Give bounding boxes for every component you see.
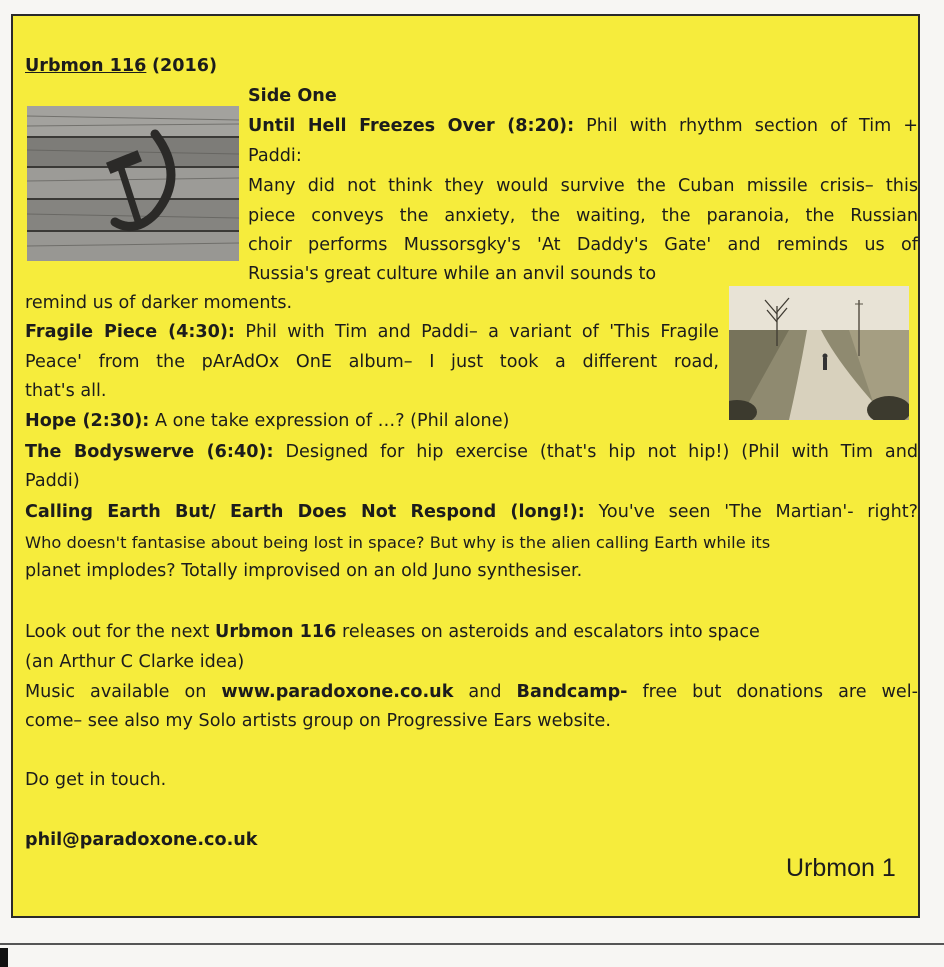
country-road-image: [729, 286, 909, 420]
next-release-name: Urbmon 116: [215, 622, 337, 642]
track-1-line-6: Russia's great culture while an anvil sounds to: [248, 264, 657, 284]
page-corner-mark: [0, 948, 8, 967]
track-5-line-2: Who doesn't fantasise about being lost in space? But why is the alien calling Earth while its: [25, 533, 771, 552]
website-link[interactable]: www.paradoxone.co.uk: [221, 682, 454, 702]
track-1-line-5: choir performs Mussorsgky's 'At Daddy's Gate' and reminds us of: [248, 235, 918, 255]
music-line-1: Music available on www.paradoxone.co.uk and Bandcamp- free but donations are wel-: [25, 682, 918, 702]
album-heading: [25, 52, 217, 82]
liner-notes-panel: [11, 14, 920, 918]
track-1-line-1: Until Hell Freezes Over (8:20): Phil with rhythm section of Tim +: [248, 116, 919, 136]
track-2-line-2: Peace' from the pArAdOx OnE album– I just took a different road,: [25, 352, 719, 372]
album-year: (2016): [151, 56, 218, 76]
music-line-2: come– see also my Solo artists group on Progressive Ears website.: [25, 711, 611, 731]
track-1-line-3: Many did not think they would survive the Cuban missile crisis– this: [248, 176, 918, 196]
next-release-note: (an Arthur C Clarke idea): [25, 652, 245, 672]
track-3-name: Hope (2:30):: [25, 411, 150, 431]
track-3-line: Hope (2:30): A one take expression of …? (Phil alone): [25, 411, 510, 431]
hammer-sickle-image: [27, 106, 239, 261]
bandcamp-link[interactable]: Bandcamp-: [516, 682, 628, 702]
track-5-name: Calling Earth But/ Earth Does Not Respond (long!):: [25, 502, 585, 522]
track-5-line-3: planet implodes? Totally improvised on an old Juno synthesiser.: [25, 561, 583, 581]
page-footer-tag: Urbmon 1: [786, 854, 896, 882]
track-1-line-4: piece conveys the anxiety, the waiting, the paranoia, the Russian: [248, 206, 918, 226]
contact-email[interactable]: phil@paradoxone.co.uk: [25, 830, 258, 850]
album-title: Urbmon 116: [25, 56, 147, 76]
contact-text: Do get in touch.: [25, 770, 167, 790]
track-2-line-1: Fragile Piece (4:30): Phil with Tim and Paddi– a variant of 'This Fragile: [25, 322, 719, 342]
track-1-line-2: Paddi:: [248, 146, 302, 166]
page-edge-divider: [0, 943, 944, 945]
track-4-line-1: The Bodyswerve (6:40): Designed for hip exercise (that's hip not hip!) (Phil with Tim and: [25, 442, 919, 462]
next-release-line: Look out for the next Urbmon 116 releases on asteroids and escalators into space: [25, 622, 760, 642]
track-4-line-2: Paddi): [25, 471, 80, 491]
track-2-name: Fragile Piece (4:30):: [25, 322, 235, 342]
track-2-line-3: that's all.: [25, 381, 107, 401]
track-1-name: Until Hell Freezes Over (8:20):: [248, 116, 575, 136]
track-5-line-1: Calling Earth But/ Earth Does Not Respond (long!): You've seen 'The Martian'- right?: [25, 502, 918, 522]
track-4-name: The Bodyswerve (6:40):: [25, 442, 274, 462]
side-label: Side One: [248, 86, 337, 106]
track-1-line-7: remind us of darker moments.: [25, 293, 293, 313]
